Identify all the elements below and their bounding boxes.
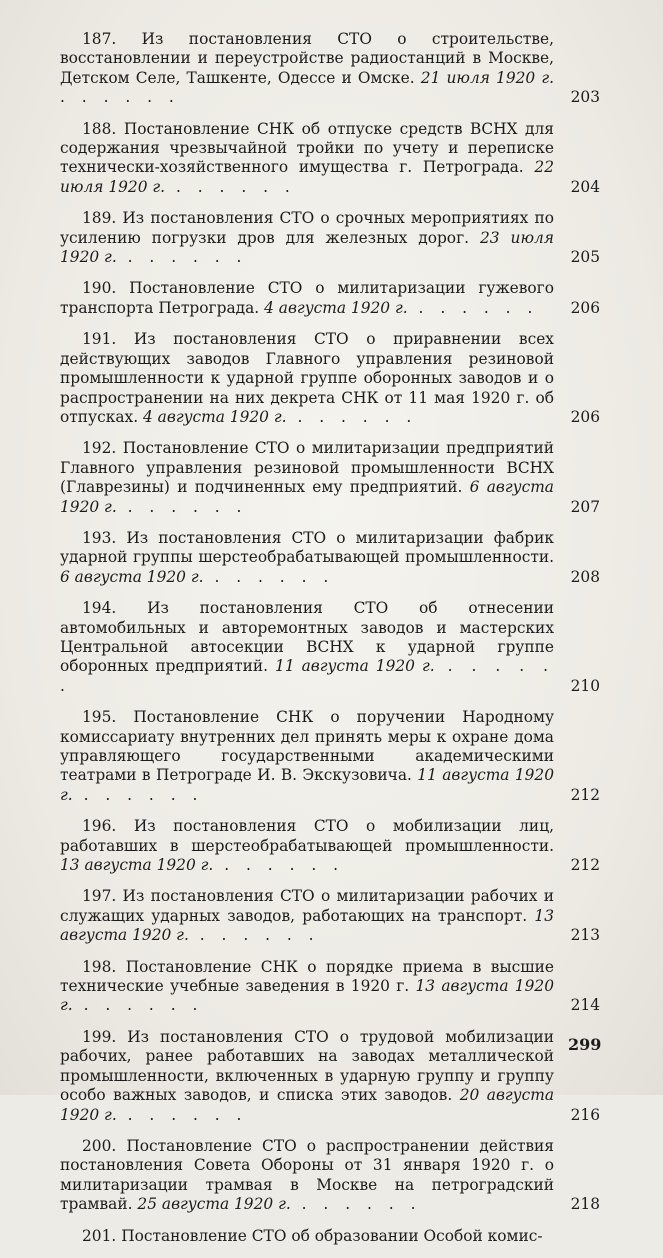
entry-number: 195. (82, 708, 117, 727)
entry-number: 199. (82, 1027, 117, 1046)
toc-entry-text (60, 1137, 554, 1215)
leader-dots: . . . . . . (116, 248, 248, 267)
entry-title: Из постановления СТО об отнесении автомобильных и авторемонтных заводов и мастерских Центральной автосекции ВСНХ к ударной группе оборонных предприятий. (60, 599, 554, 676)
entry-title: Из постановления СТО о срочных мероприятиях по усилению погрузки дров для железных дорог. (60, 209, 554, 247)
entry-number: 196. (82, 817, 117, 836)
entry-number: 201. (82, 1226, 117, 1245)
leader-dots: . . . . . . (72, 996, 204, 1015)
entry-title: Постановление СНК о порядке приема в высшие технические учебные заведения в 1920 г. (60, 957, 554, 996)
entry-date: 22 июля 1920 г. (60, 158, 554, 196)
entry-page-number: 205 (570, 248, 600, 267)
leader-dots: . . . . . . (116, 497, 248, 516)
entry-date: 23 июля 1920 г. (60, 228, 554, 267)
toc-entry (60, 1028, 600, 1125)
toc-entry-text (60, 817, 554, 875)
entry-page-number: 206 (570, 407, 600, 426)
leader-dots: . . . . . . (203, 567, 335, 586)
toc-entry (60, 30, 600, 108)
toc-entry-text (60, 1028, 554, 1125)
entry-number: 200. (82, 1136, 117, 1155)
entry-title: Постановление СТО о милитаризации предприятий Главного управления резиновой промышленности ВСНХ (Главрезины) и подчиненных ему предприятий. (60, 439, 554, 497)
toc-entry (60, 209, 600, 267)
entry-date: 6 августа 1920 г. (60, 478, 554, 516)
leader-dots: . . . . . . (213, 856, 345, 875)
entry-page-number: 208 (570, 567, 600, 586)
entry-number: 187. (82, 30, 117, 48)
entry-date: 4 августа 1920 г. (264, 298, 408, 317)
toc-entry-text (60, 599, 554, 696)
toc-entry-text (60, 120, 554, 198)
toc-entry-text (60, 279, 554, 318)
page-number: 299 (568, 1035, 602, 1054)
table-of-contents (60, 30, 600, 1258)
entry-title: Постановление СНК об отпуске средств ВСНХ для содержания чрезвычайной тройки по учету и переписке технически-хозяйственного имущества г. Петрограда. (60, 119, 554, 177)
entry-title: Постановление СТО об образовании Особой комис- (121, 1226, 543, 1245)
entry-date: 13 августа 1920 г. (60, 977, 554, 1015)
toc-entry-text (60, 958, 554, 1016)
leader-dots: . . . . . . (60, 657, 554, 695)
entry-page-number: 210 (570, 676, 600, 695)
toc-entry (60, 708, 600, 805)
leader-dots: . . . . . . (188, 926, 320, 945)
entry-number: 191. (82, 330, 117, 349)
entry-number: 190. (82, 279, 117, 298)
leader-dots: . . . . . . (290, 1195, 422, 1214)
leader-dots: . . . . . . (116, 1105, 248, 1124)
entry-page-number: 206 (570, 298, 600, 317)
entry-number: 197. (82, 887, 117, 906)
entry-page-number: 212 (570, 785, 600, 804)
entry-title: Из постановления СТО о приравнении всех действующих заводов Главного управления резиновой промышленности к ударной группе оборонных заводов и о распространении на них декрета СНК от 11 мая 1920 г. об отпусках. (60, 330, 554, 426)
entry-number: 198. (82, 957, 117, 976)
entry-date: 11 августа 1920 г. (275, 657, 435, 676)
toc-entry (60, 120, 600, 198)
toc-entry-text (60, 439, 554, 517)
entry-title: Постановление СТО о милитаризации гужевого транспорта Петрограда. (60, 279, 554, 317)
entry-page-number: 203 (570, 88, 600, 107)
leader-dots: . . . . . . (60, 88, 180, 107)
toc-entry-text (60, 209, 554, 267)
toc-entry (60, 529, 600, 587)
entry-date: 20 августа 1920 г. (60, 1086, 554, 1124)
leader-dots: . . . . . . (286, 407, 418, 426)
entry-date: 11 августа 1920 г. (60, 766, 554, 804)
leader-dots: . . . . . . (165, 177, 296, 196)
entry-title: Из постановления СТО о мобилизации лиц, работавших в шерстеобрабатывающей промышленности. (60, 817, 554, 855)
entry-number: 193. (82, 528, 117, 547)
entry-date: 4 августа 1920 г. (143, 407, 287, 426)
toc-entry-text (60, 708, 554, 805)
entry-page-number: 207 (570, 497, 600, 516)
entry-title: Из постановления СТО о милитаризации фабрик ударной группы шерстеобрабатывающей промышленности. (60, 528, 554, 567)
toc-entry (60, 1137, 600, 1215)
entry-title: Постановление СТО о распространении действия постановления Совета Обороны от 31 января 1920 г. о милитаризации трамвая в Москве на петроградский трамвай. (60, 1136, 554, 1214)
toc-entry (60, 958, 600, 1016)
entry-number: 192. (82, 439, 117, 458)
entry-title: Из постановления СТО о милитаризации рабочих и служащих ударных заводов, работающих на транспорт. (60, 887, 554, 925)
entry-number: 194. (82, 599, 117, 618)
entry-date: 25 августа 1920 г. (137, 1195, 291, 1214)
toc-entry (60, 599, 600, 696)
entry-title: Постановление СНК о поручении Народному комиссариату внутренних дел принять меры к охране дома управляющего государственными академическими театрами в Петрограде И. В. Экскузовича. (60, 708, 554, 785)
entry-page-number: 212 (570, 856, 600, 875)
entry-date: 6 августа 1920 г. (60, 567, 204, 586)
entry-page-number: 216 (570, 1105, 600, 1124)
leader-dots: . . . . . . (407, 298, 539, 317)
entry-date: 13 августа 1920 г. (60, 906, 554, 945)
entry-date: 21 июля 1920 г. (420, 68, 554, 87)
toc-entry (60, 1227, 600, 1246)
toc-entry (60, 439, 600, 517)
toc-entry-text (60, 887, 554, 945)
entry-number: 189. (82, 209, 117, 228)
entry-page-number: 218 (570, 1195, 600, 1214)
entry-page-number: 213 (570, 926, 600, 945)
toc-entry-text (60, 529, 554, 587)
toc-entry (60, 887, 600, 945)
toc-entry (60, 817, 600, 875)
leader-dots: . . . . . . (72, 785, 204, 804)
toc-entry (60, 279, 600, 318)
entry-page-number: 204 (570, 177, 600, 196)
toc-entry-text (60, 1227, 554, 1246)
toc-entry-text (60, 330, 554, 427)
entry-number: 188. (82, 119, 117, 138)
entry-page-number: 214 (570, 996, 600, 1015)
entry-title: Из постановления СТО о трудовой мобилизации рабочих, ранее работавших на заводах металлической промышленности, включенных в ударную группу и группу особо важных заводов, и списка этих заводов. (60, 1027, 554, 1105)
toc-entry-text (60, 30, 554, 108)
toc-entry (60, 330, 600, 427)
entry-title: Из постановления СТО о строительстве, восстановлении и переустройстве радиостанций в Москве, Детском Селе, Ташкенте, Одессе и Омске. (60, 30, 554, 87)
entry-date: 13 августа 1920 г. (60, 856, 214, 875)
